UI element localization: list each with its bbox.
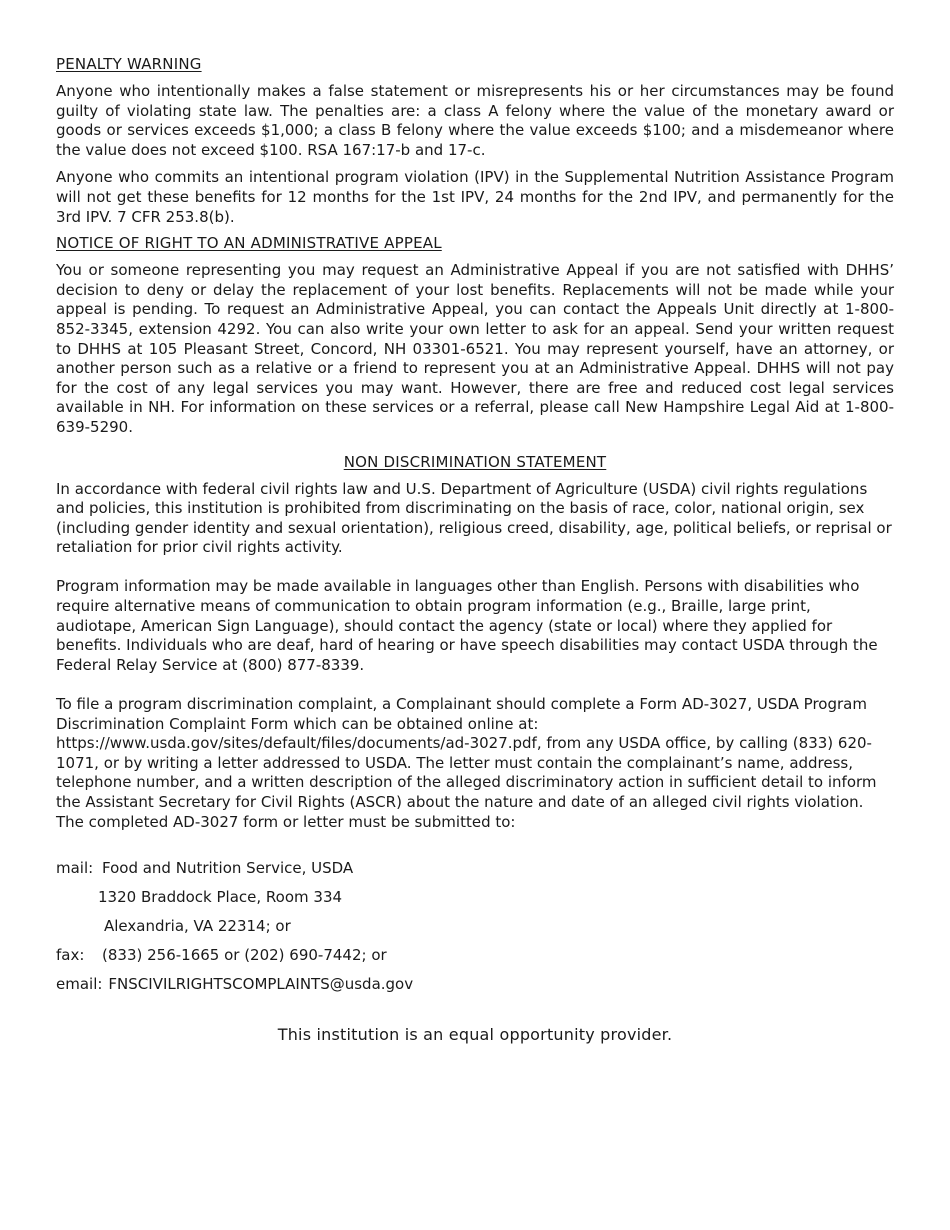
mail-row <box>56 858 894 887</box>
nondiscrimination-paragraph-2: Program information may be made available in languages other than English. Persons with disabilities who require alternative means of communication to obtain program information (e.g., Braille, large print, audiotape, American Sign Language), should contact the agency (state or local) where they applied for benefits. Individuals who are deaf, hard of hearing or have speech disabilities may contact USDA through the Federal Relay Service at (800) 877-8339. <box>56 577 878 674</box>
mail-label: mail: <box>56 859 94 878</box>
mail-line-1: Food and Nutrition Service, USDA <box>102 859 354 878</box>
nondiscrimination-paragraph-1: In accordance with federal civil rights law and U.S. Department of Agriculture (USDA) civil rights regulations and policies, this institution is prohibited from discriminating on the basis of race, color, national origin, sex (including gender identity and sexual orientation), religious creed, disability, age, political beliefs, or reprisal or retaliation for prior civil rights activity. <box>56 479 892 557</box>
email-value: FNSCIVILRIGHTSCOMPLAINTS@usda.gov <box>108 975 414 994</box>
fax-value: (833) 256-1665 or (202) 690-7442; or <box>102 946 387 965</box>
document-page <box>56 54 894 1044</box>
appeal-paragraph: You or someone representing you may request an Administrative Appeal if you are not satisfied with DHHS’ decision to deny or delay the replacement of your lost benefits. Replacements will not be made while your appeal is pending. To request an Administrative Appeal, you can contact the Appeals Unit directly at 1-800-852-3345, extension 4292. You can also write your own letter to ask for an appeal. Send your written request to DHHS at 105 Pleasant Street, Concord, NH 03301-6521. You may represent yourself, have an attorney, or another person such as a relative or a friend to represent you at an Administrative Appeal. DHHS will not pay for the cost of any legal services you may want. However, there are free and reduced cost legal services available in NH. For information on these services or a referral, please call New Hampshire Legal Aid at 1-800-639-5290. <box>56 261 894 436</box>
mail-line-2-row <box>56 887 894 916</box>
email-row <box>56 974 894 1003</box>
mail-line-3-row <box>56 916 894 945</box>
penalty-paragraph-1: Anyone who intentionally makes a false statement or misrepresents his or her circumstances may be found guilty of violating state law. The penalties are: a class A felony where the value of the monetary award or goods or services exceeds $1,000; a class B felony where the value exceeds $100; and a misdemeanor where the value does not exceed $100. RSA 167:17-b and 17-c. <box>56 82 894 159</box>
mail-line-2: 1320 Braddock Place, Room 334 <box>98 888 343 907</box>
fax-row <box>56 945 894 974</box>
equal-opportunity-statement: This institution is an equal opportunity provider. <box>277 1025 673 1045</box>
nondiscrimination-paragraph-3: To file a program discrimination complaint, a Complainant should complete a Form AD-3027, USDA Program Discrimination Complaint Form which can be obtained online at: https://www.usda.gov/sites/default/files/documents/ad-3027.pdf, from any USDA office, by calling (833) 620-1071, or by writing a letter addressed to USDA. The letter must contain the complainant’s name, address, telephone number, and a written description of the alleged discriminatory action in sufficient detail to inform the Assistant Secretary for Civil Rights (ASCR) about the nature and date of an alleged civil rights violation. The completed AD-3027 form or letter must be submitted to: <box>56 695 877 831</box>
contact-block <box>56 858 894 1003</box>
penalty-paragraph-2: Anyone who commits an intentional program violation (IPV) in the Supplemental Nutrition Assistance Program will not get these benefits for 12 months for the 1st IPV, 24 months for the 2nd IPV, and permanently for the 3rd IPV. 7 CFR 253.8(b). <box>56 168 894 226</box>
nondiscrimination-heading: NON DISCRIMINATION STATEMENT <box>343 452 607 471</box>
mail-line-3: Alexandria, VA 22314; or <box>104 917 291 936</box>
email-label: email: <box>56 975 103 994</box>
fax-label: fax: <box>56 946 85 965</box>
appeal-heading: NOTICE OF RIGHT TO AN ADMINISTRATIVE APPEAL <box>56 234 442 253</box>
penalty-warning-heading: PENALTY WARNING <box>56 55 202 73</box>
